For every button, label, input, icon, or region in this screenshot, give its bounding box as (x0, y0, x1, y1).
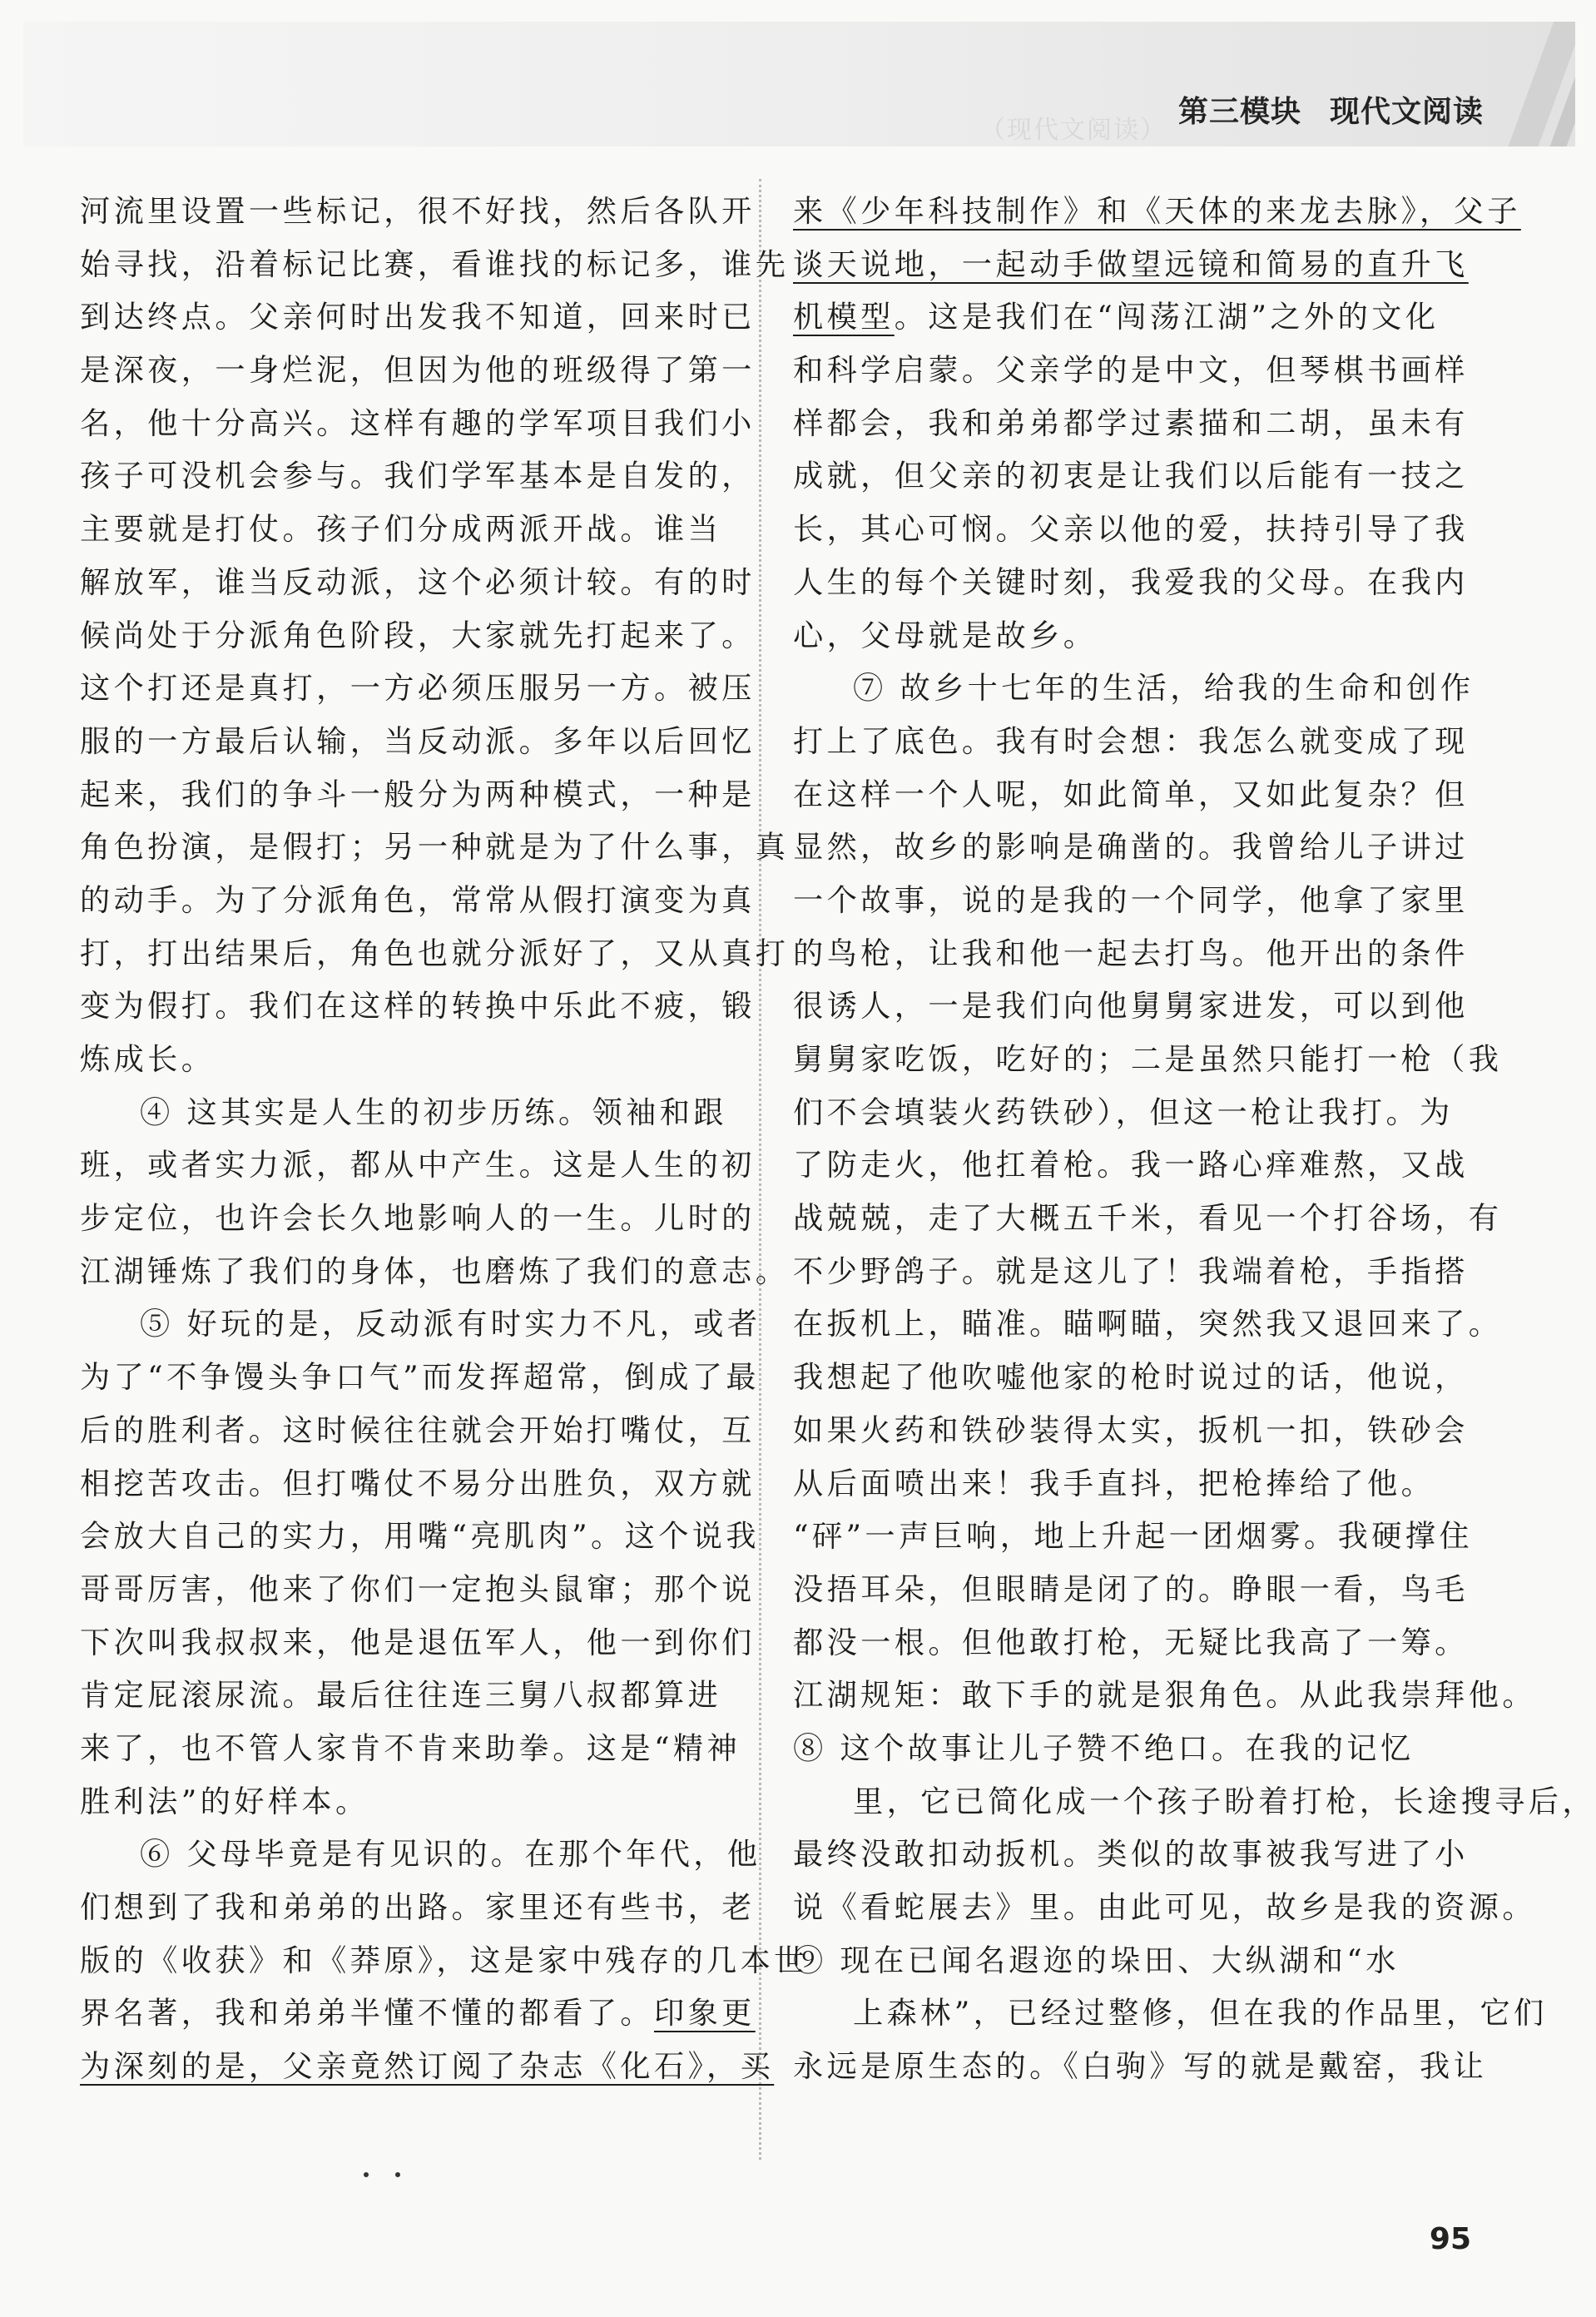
text-line: 了防走火，他扛着枪。我一路心痒难熬，又战 (793, 1147, 1469, 1183)
text-line: 和科学启蒙。父亲学的是中文，但琴棋书画样 (793, 352, 1469, 389)
paragraph-4-start: ④ 这其实是人生的初步历练。领袖和跟 (140, 1094, 727, 1130)
text-line: 一个故事，说的是我的一个同学，他拿了家里 (793, 881, 1469, 918)
section-name: 现代文阅读 (1329, 95, 1484, 129)
text-line: 始寻找，沿着标记比赛，看谁找的标记多，谁先 (80, 246, 790, 282)
text-line: 班，或者实力派，都从中产生。这是人生的初 (80, 1147, 756, 1183)
text-line: 最终没敢扣动扳机。类似的故事被我写进了小 (793, 1836, 1469, 1873)
text-line: 不少野鸽子。就是这儿了！我端着枪，手指搭 (793, 1253, 1469, 1289)
page-header (23, 22, 1575, 146)
text-line: 孩子可没机会参与。我们学军基本是自发的， (80, 458, 756, 494)
text-line: 如果火药和铁砂装得太实，扳机一扣，铁砂会 (793, 1412, 1469, 1448)
text-line: 战兢兢，走了大概五千米，看见一个打谷场，有 (793, 1200, 1503, 1237)
text-line: 会放大自己的实力，用嘴“亮肌肉”。这个说我 (80, 1518, 760, 1555)
text-line: 步定位，也许会长久地影响人的一生。儿时的 (80, 1200, 756, 1237)
text-line: 胜利法”的好样本。 (80, 1783, 369, 1819)
text-line: 的鸟枪，让我和他一起去打鸟。他开出的条件 (793, 935, 1469, 971)
emphasis-dot (364, 2172, 369, 2177)
text-line: 为了“不争馒头争口气”而发挥超常，倒成了最 (80, 1359, 760, 1396)
page-number: 95 (1429, 2222, 1471, 2256)
text-line (80, 1987, 756, 2040)
text-line (80, 2040, 775, 2093)
underlined-text: 谈天说地，一起动手做望远镜和简易的直升飞 (793, 246, 1469, 282)
text-line: 这个打还是真打，一方必须压服另一方。被压 (80, 670, 756, 707)
text-line: ⑨ 现在已闻名遐迩的垛田、大纵湖和“水 (793, 1942, 1400, 1978)
text-line: 炼成长。 (80, 1041, 216, 1077)
text-line: 长，其心可悯。父亲以他的爱，扶持引导了我 (793, 511, 1469, 548)
text-line: 说《看蛇展去》里。由此可见，故乡是我的资源。 (793, 1889, 1536, 1925)
text-line (793, 185, 1521, 238)
text-line: 相挖苦攻击。但打嘴仗不易分出胜负，双方就 (80, 1465, 756, 1501)
text-line: 很诱人，一是我们向他舅舅家进发，可以到他 (793, 988, 1469, 1025)
text-segment: 。这是我们在“闯荡江湖”之外的文化 (894, 299, 1440, 335)
text-line: 在扳机上，瞄准。瞄啊瞄，突然我又退回来了。 (793, 1306, 1503, 1342)
paragraph-8-start: 里，它已简化成一个孩子盼着打枪，长途搜寻后， (853, 1783, 1596, 1819)
text-line: 角色扮演，是假打；另一种就是为了什么事，真 (80, 829, 790, 866)
text-line: 肯定屁滚尿流。最后往往连三舅八叔都算进 (80, 1677, 722, 1714)
module-title (1178, 88, 1484, 131)
emphasis-dot (395, 2172, 400, 2177)
paragraph-6-start: ⑥ 父母毕竟是有见识的。在那个年代，他 (140, 1836, 761, 1873)
text-line: 显然，故乡的影响是确凿的。我曾给儿子讲过 (793, 829, 1469, 866)
text-line: “砰”一声巨响，地上升起一团烟雾。我硬撑住 (793, 1518, 1473, 1555)
module-name: 第三模块 (1177, 95, 1301, 129)
text-line: 是深夜，一身烂泥，但因为他的班级得了第一 (80, 352, 756, 389)
header-ghost-text: （现代文阅读） (980, 116, 1167, 145)
underlined-text: 印象更 (654, 1995, 756, 2032)
underlined-text: 来《少年科技制作》和《天体的来龙去脉》，父子 (793, 193, 1521, 229)
text-line: 起来，我们的争斗一般分为两种模式，一种是 (80, 776, 756, 812)
text-line: 的动手。为了分派角色，常常从假打演变为真 (80, 881, 756, 918)
text-segment: 界名著，我和弟弟半懂不懂的都看了。 (80, 1995, 654, 2032)
text-line (793, 290, 1459, 344)
text-line: 在这样一个人呢，如此简单，又如此复杂？但 (793, 776, 1469, 812)
right-column (793, 185, 1596, 2146)
emphasis-dots (0, 2172, 1596, 2189)
text-line: ⑧ 这个故事让儿子赞不绝口。在我的记忆 (793, 1729, 1415, 1766)
text-line: 江湖规矩：敢下手的就是狠角色。从此我崇拜他。 (793, 1677, 1536, 1714)
text-line: 来了，也不管人家肯不肯来助拳。这是“精神 (80, 1729, 741, 1766)
paragraph-9-start: 上森林”，已经过整修，但在我的作品里，它们 (853, 1995, 1548, 2032)
text-line: 江湖锤炼了我们的身体，也磨炼了我们的意志。 (80, 1253, 790, 1289)
underlined-text: 机模型 (793, 299, 895, 335)
text-line: 名，他十分高兴。这样有趣的学军项目我们小 (80, 404, 756, 441)
left-column (80, 185, 808, 2093)
text-line: 候尚处于分派角色阶段，大家就先打起来了。 (80, 617, 756, 653)
text-line: 解放军，谁当反动派，这个必须计较。有的时 (80, 563, 756, 600)
text-line: 到达终点。父亲何时出发我不知道，回来时已 (80, 299, 756, 335)
text-line: 服的一方最后认输，当反动派。多年以后回忆 (80, 722, 756, 759)
text-line: 们想到了我和弟弟的出路。家里还有些书，老 (80, 1889, 756, 1925)
paragraph-7-start: ⑦ 故乡十七年的生活，给我的生命和创作 (853, 670, 1475, 707)
text-line: 河流里设置一些标记，很不好找，然后各队开 (80, 193, 756, 229)
underlined-text: 为深刻的是，父亲竟然订阅了杂志《化石》，买 (80, 2048, 775, 2085)
text-line (793, 238, 1469, 291)
text-line: 样都会，我和弟弟都学过素描和二胡，虽未有 (793, 404, 1469, 441)
paragraph-5-start: ⑤ 好玩的是，反动派有时实力不凡，或者 (140, 1306, 761, 1342)
text-line: 舅舅家吃饭，吃好的；二是虽然只能打一枪（我 (793, 1041, 1503, 1077)
text-line: 主要就是打仗。孩子们分成两派开战。谁当 (80, 511, 722, 548)
text-line: 成就，但父亲的初衷是让我们以后能有一技之 (793, 458, 1469, 494)
text-line: 我想起了他吹嘘他家的枪时说过的话，他说， (793, 1359, 1469, 1396)
text-line: 心，父母就是故乡。 (793, 617, 1098, 653)
text-line (793, 2093, 1459, 2146)
text-line: 下次叫我叔叔来，他是退伍军人，他一到你们 (80, 1624, 756, 1660)
text-line: 版的《收获》和《莽原》，这是家中残存的几本世 (80, 1942, 808, 1978)
text-line: 后的胜利者。这时候往往就会开始打嘴仗，互 (80, 1412, 756, 1448)
text-line: 变为假打。我们在这样的转换中乐此不疲，锻 (80, 988, 756, 1025)
text-line: 人生的每个关键时刻，我爱我的父母。在我内 (793, 563, 1469, 600)
text-line: 从后面喷出来！我手直抖，把枪捧给了他。 (793, 1465, 1435, 1501)
text-line: 哥哥厉害，他来了你们一定抱头鼠窜；那个说 (80, 1570, 756, 1607)
text-line: 都没一根。但他敢打枪，无疑比我高了一筹。 (793, 1624, 1469, 1660)
text-line: 没捂耳朵，但眼睛是闭了的。睁眼一看，鸟毛 (793, 1570, 1469, 1607)
text-line: 打上了底色。我有时会想：我怎么就变成了现 (793, 722, 1469, 759)
text-line: 打，打出结果后，角色也就分派好了，又从真打 (80, 935, 790, 971)
text-line: 们不会填装火药铁砂），但这一枪让我打。为 (793, 1094, 1454, 1130)
text-line: 永远是原生态的。《白驹》写的就是戴窑，我让 (793, 2048, 1488, 2085)
